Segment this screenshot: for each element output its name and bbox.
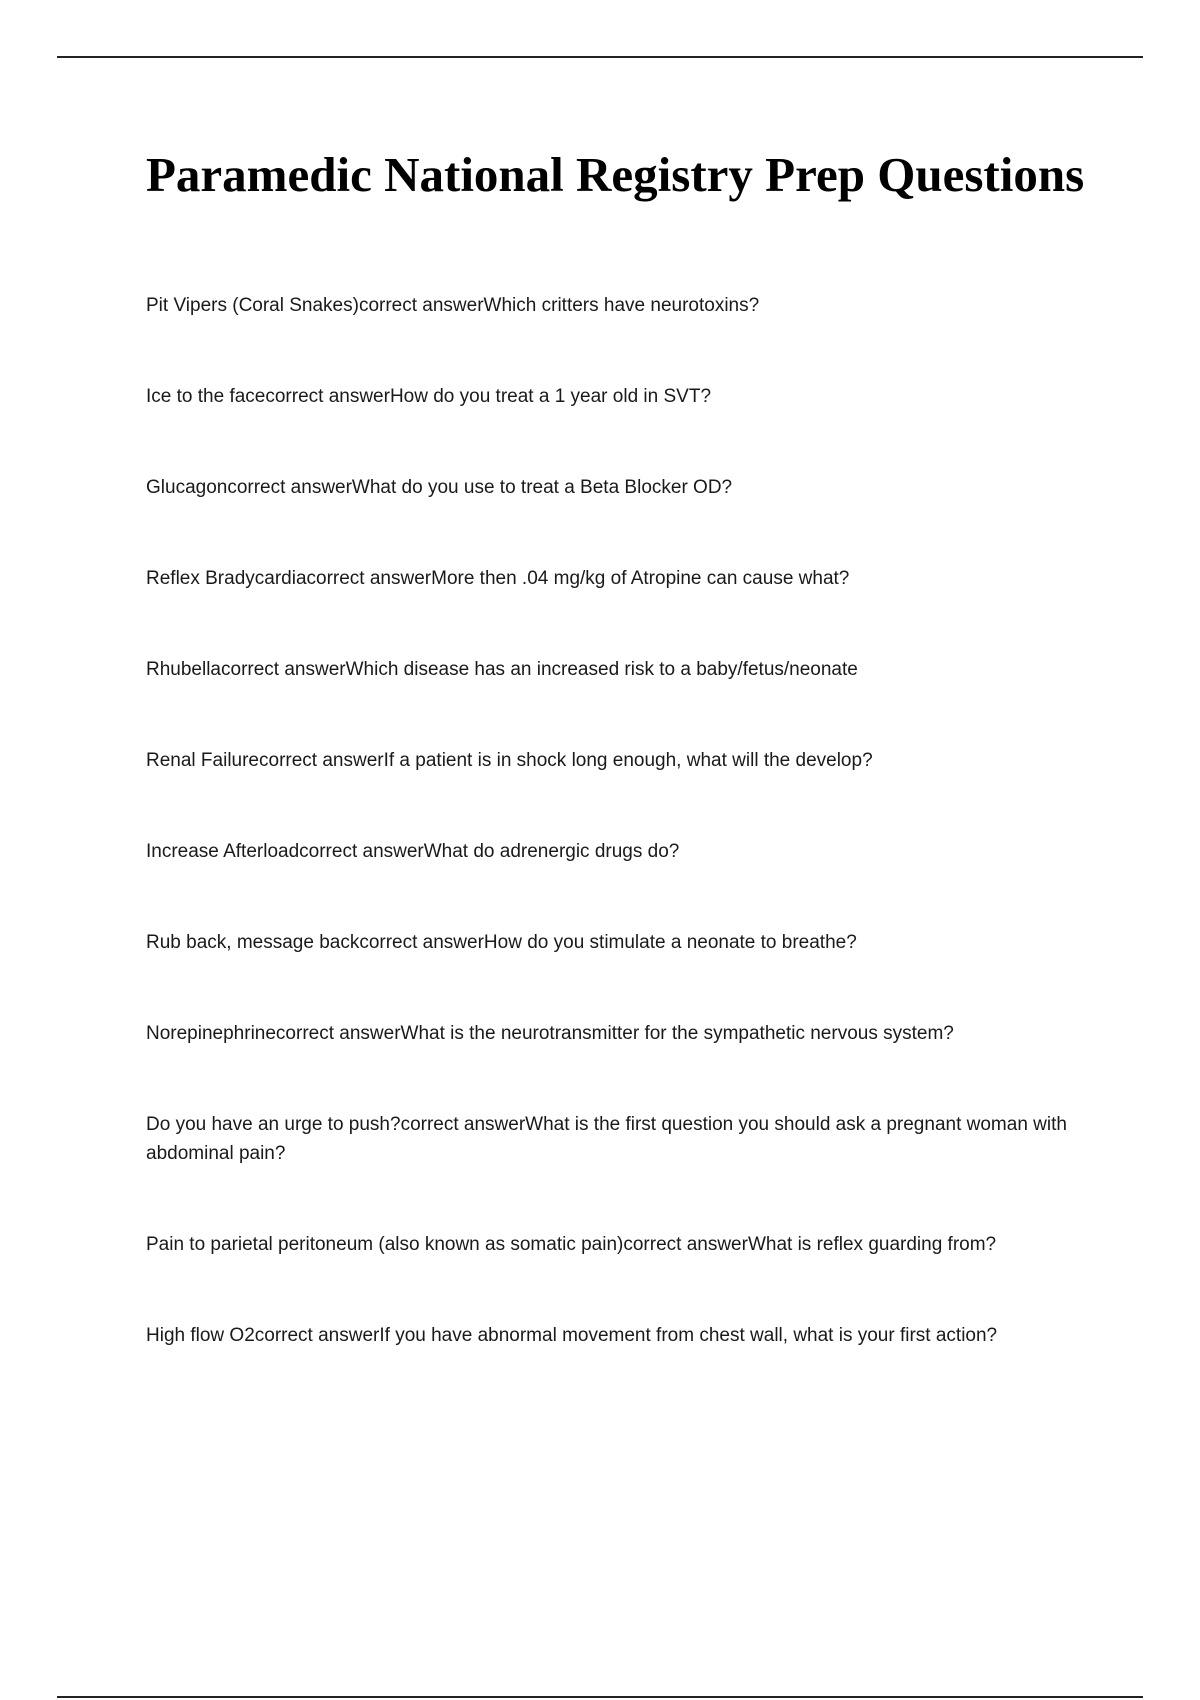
qa-item: Do you have an urge to push?correct answerWhat is the first question you should ask a pregnant woman with abdominal pain? (146, 1114, 1067, 1164)
qa-item: Reflex Bradycardiacorrect answerMore then .04 mg/kg of Atropine can cause what? (146, 568, 850, 589)
qa-item: Glucagoncorrect answerWhat do you use to treat a Beta Blocker OD? (146, 477, 733, 498)
qa-list (146, 291, 1086, 1412)
document-title: Paramedic National Registry Prep Questions (146, 147, 1085, 202)
qa-item: High flow O2correct answerIf you have abnormal movement from chest wall, what is your first action? (146, 1325, 998, 1346)
qa-item: Increase Afterloadcorrect answerWhat do adrenergic drugs do? (146, 841, 680, 862)
footer-rule (57, 1696, 1143, 1698)
qa-item: Ice to the facecorrect answerHow do you treat a 1 year old in SVT? (146, 386, 712, 407)
qa-item: Rub back, message backcorrect answerHow do you stimulate a neonate to breathe? (146, 932, 857, 953)
header-rule (57, 56, 1143, 58)
qa-item: Pain to parietal peritoneum (also known as somatic pain)correct answerWhat is reflex guarding from? (146, 1234, 997, 1255)
qa-item: Renal Failurecorrect answerIf a patient is in shock long enough, what will the develop? (146, 750, 873, 771)
qa-item: Norepinephrinecorrect answerWhat is the neurotransmitter for the sympathetic nervous system? (146, 1023, 954, 1044)
qa-item: Rhubellacorrect answerWhich disease has an increased risk to a baby/fetus/neonate (146, 659, 858, 680)
qa-item: Pit Vipers (Coral Snakes)correct answerWhich critters have neurotoxins? (146, 295, 760, 316)
